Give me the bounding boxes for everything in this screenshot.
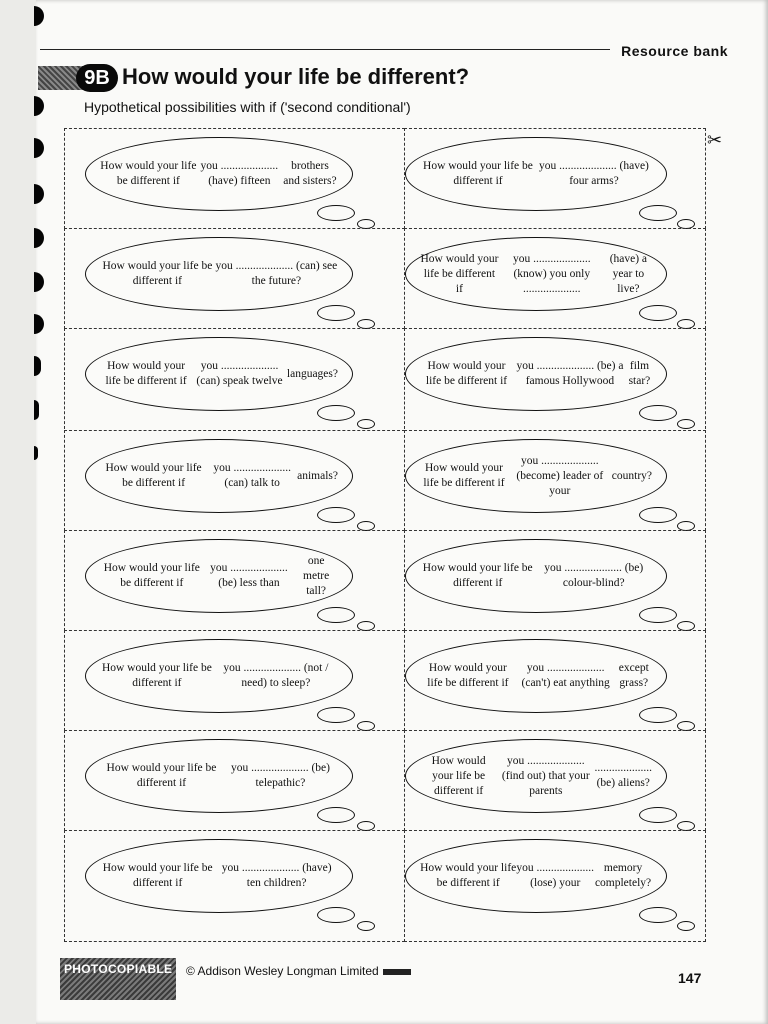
question-line: animals? — [297, 469, 338, 482]
question-card — [404, 328, 706, 429]
speech-bubble — [405, 639, 667, 713]
question-line: How would your life be different if — [100, 160, 197, 187]
question-card — [64, 430, 405, 531]
speech-bubble — [85, 337, 353, 411]
speech-bubble — [85, 739, 353, 813]
thought-tail-large — [317, 607, 355, 623]
question-line: (have) a year to live? — [609, 252, 648, 295]
question-line: .................... (be) aliens? — [594, 762, 652, 789]
question-line: you .................... (have) fifteen — [200, 160, 279, 187]
speech-bubble — [405, 539, 667, 613]
page-subtitle: Hypothetical possibilities with if ('second conditional') — [84, 99, 411, 115]
thought-tail-large — [639, 707, 677, 723]
question-line: you .................... (not / need) to sleep? — [223, 662, 329, 689]
speech-bubble — [85, 539, 353, 613]
thought-tail-large — [317, 807, 355, 823]
question-line: How would your life be different if — [431, 754, 486, 797]
thought-tail-small — [357, 921, 375, 931]
question-line: you .................... (be) less than — [210, 562, 288, 589]
question-line: How would your life be different if — [422, 562, 533, 589]
thought-tail-large — [639, 205, 677, 221]
scissors-icon: ✂ — [707, 130, 723, 150]
question-line: country? — [611, 469, 652, 482]
question-card — [64, 128, 405, 229]
speech-bubble — [405, 137, 667, 211]
question-card — [64, 830, 405, 942]
page-margin-strip — [0, 0, 36, 1024]
question-line: How would your life be different if — [420, 252, 499, 295]
speech-bubble — [405, 337, 667, 411]
thought-tail-small — [677, 419, 695, 429]
thought-tail-large — [639, 507, 677, 523]
unit-badge: 9B — [76, 64, 118, 92]
question-card — [404, 530, 706, 631]
question-line: film star? — [628, 360, 651, 387]
question-card — [404, 630, 706, 731]
question-card — [404, 228, 706, 329]
question-line: you .................... (find out) that your parents — [501, 754, 590, 797]
question-card — [64, 530, 405, 631]
page-number: 147 — [678, 970, 702, 986]
speech-bubble — [405, 839, 667, 913]
question-line: you .................... (can) talk to — [213, 462, 291, 489]
speech-bubble — [85, 439, 353, 513]
thought-tail-large — [317, 907, 355, 923]
photocopiable-badge: PHOTOCOPIABLE — [64, 962, 173, 976]
question-line: How would your life be different if — [102, 862, 213, 889]
question-line: brothers and sisters? — [283, 160, 337, 187]
question-line: How would your life be different if — [423, 462, 505, 489]
question-card — [404, 430, 706, 531]
binder-hole — [34, 400, 39, 420]
thought-tail-large — [317, 707, 355, 723]
question-card — [64, 328, 405, 429]
question-card — [404, 830, 706, 942]
question-line: you .................... (know) you only .................... — [512, 252, 591, 295]
speech-bubble — [85, 639, 353, 713]
copyright-line — [186, 964, 411, 978]
question-line: How would your life be different if — [102, 260, 213, 287]
question-line: How would your life be different if — [425, 360, 508, 387]
question-line: you .................... (can) see the future? — [215, 260, 338, 287]
copyright-text: © Addison Wesley Longman Limited — [186, 964, 379, 978]
speech-bubble — [85, 237, 353, 311]
question-line: How would your life be different if — [103, 562, 200, 589]
thought-tail-large — [317, 405, 355, 421]
question-card — [64, 630, 405, 731]
thought-tail-small — [677, 921, 695, 931]
question-line: one metre tall? — [303, 554, 330, 597]
question-line: How would your life be different if — [101, 662, 212, 689]
question-card — [404, 730, 706, 831]
question-line: you .................... (can't) eat anything — [521, 662, 610, 689]
speech-bubble — [85, 839, 353, 913]
question-line: How would your life be different if — [105, 462, 202, 489]
question-line: you .................... (be) colour-blind? — [544, 562, 644, 589]
page-title: How would your life be different? — [122, 64, 470, 89]
thought-tail-large — [639, 405, 677, 421]
speech-bubble — [85, 137, 353, 211]
ink-smudge — [383, 969, 411, 975]
question-line: memory completely? — [594, 862, 652, 889]
thought-tail-large — [639, 607, 677, 623]
thought-tail-large — [317, 507, 355, 523]
question-line: you .................... (become) leader of your — [516, 454, 604, 497]
question-line: languages? — [286, 367, 338, 380]
question-line: How would your life be different if — [427, 662, 509, 689]
question-card — [404, 128, 706, 229]
question-line: you .................... (can) speak twelve — [196, 360, 283, 387]
thought-tail-large — [317, 305, 355, 321]
question-card — [64, 228, 405, 329]
speech-bubble — [405, 237, 667, 311]
question-line: except grass? — [618, 662, 649, 689]
thought-tail-large — [317, 205, 355, 221]
thought-tail-small — [357, 419, 375, 429]
speech-bubble — [405, 439, 667, 513]
resource-bank-label: Resource bank — [621, 43, 728, 59]
question-line: How would your life be different if — [105, 360, 187, 387]
question-line: you .................... (lose) your — [516, 862, 595, 889]
thought-tail-large — [639, 305, 677, 321]
question-line: How would your life be different if — [106, 762, 217, 789]
header-rule — [40, 49, 610, 50]
question-card — [64, 730, 405, 831]
binder-hole — [34, 446, 38, 460]
question-line: you .................... (be) a famous Hollywood — [516, 360, 624, 387]
thought-tail-large — [639, 807, 677, 823]
question-line: you .................... (have) ten children? — [221, 862, 332, 889]
thought-tail-large — [639, 907, 677, 923]
speech-bubble — [405, 739, 667, 813]
question-line: How would your life be different if — [420, 862, 517, 889]
question-line: you .................... (have) four arms? — [539, 160, 649, 187]
question-line: you .................... (be) telepathic? — [230, 762, 330, 789]
question-line: How would your life be different if — [423, 160, 533, 187]
